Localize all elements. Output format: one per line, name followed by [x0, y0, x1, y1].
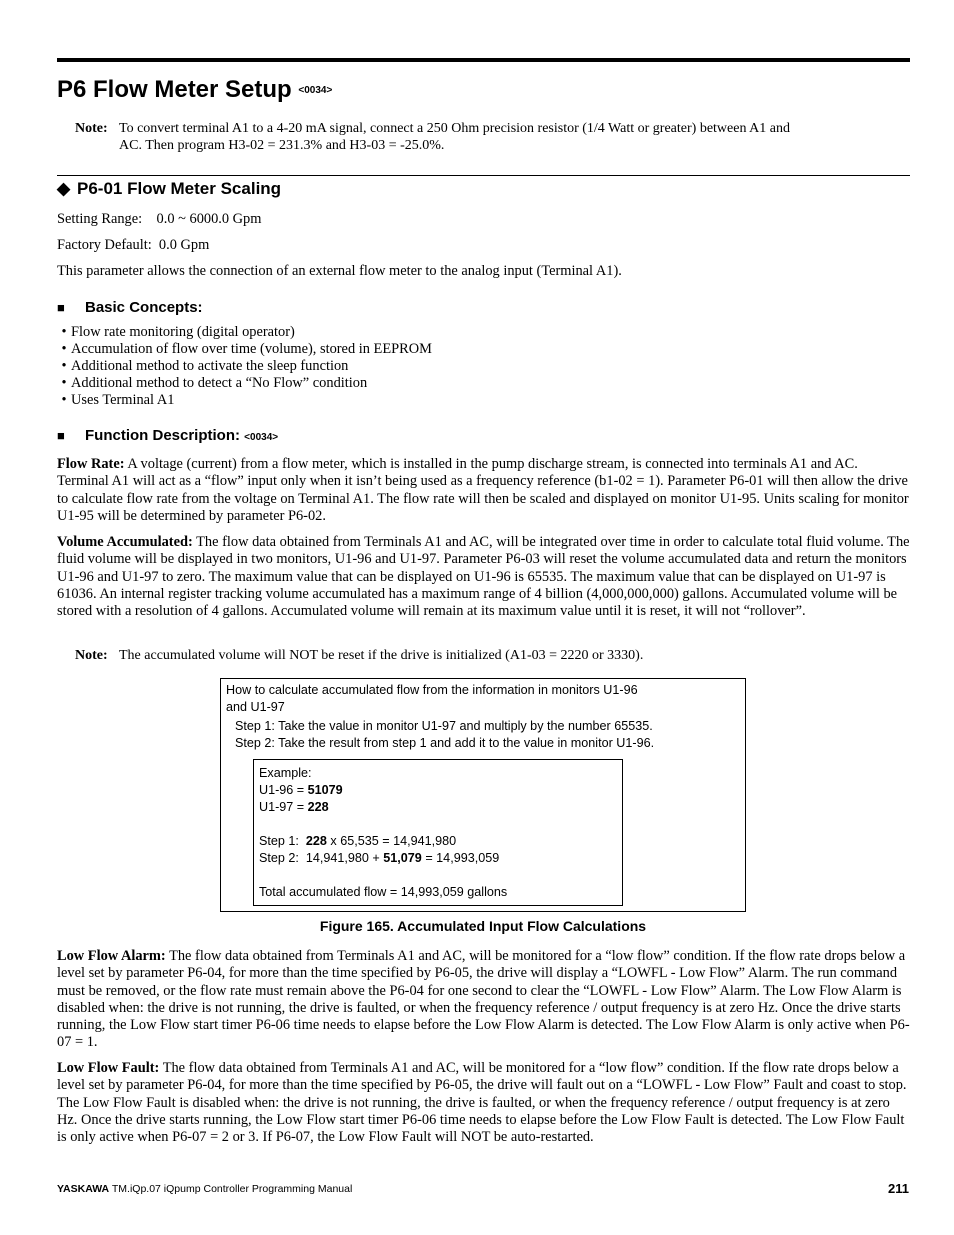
setting-range: Setting Range: 0.0 ~ 6000.0 Gpm — [57, 211, 262, 227]
example-spacer — [259, 816, 622, 833]
list-item: • Flow rate monitoring (digital operator) — [57, 324, 432, 341]
example-total: Total accumulated flow = 14,993,059 gallons — [259, 885, 508, 899]
u196-label: U1-96 = — [259, 783, 308, 797]
diamond-icon: ◆ — [57, 179, 71, 198]
parameter-description: This parameter allows the connection of an external flow meter to the analog input (Terminal A1). — [57, 263, 622, 279]
note-reset-text: The accumulated volume will NOT be reset if the drive is initialized (A1-03 = 2220 or 3330). — [119, 648, 644, 663]
function-code: <0034> — [244, 432, 279, 443]
low-flow-alarm-paragraph — [57, 948, 910, 1052]
note-label: Note: — [75, 648, 108, 663]
low-flow-alarm-text: The flow data obtained from Terminals A1 and AC, will be monitored for a “low flow” condition. If the flow rate drops below a level set by parameter P6-04, for more than the time specified by P6-05, the drive will display a “LOWFL - Low Flow” Alarm. The run command must be removed, or the flow rate must remain above the P6-04 for one second to clear the “LOWFL - Low Flow” Alarm. The Low Flow Alarm is disabled when: the drive is not running, the drive is faulted, or when the frequency reference / output frequency is at zero Hz. Once the drive starts running, the Low Flow start timer P6-06 time needs to elapse before the Low Flow Alarm is detected. The Low Flow Alarm is only active when P6-07 = 1. — [57, 948, 910, 1051]
function-description-heading-text: Function Description: — [85, 427, 240, 444]
section-heading — [57, 179, 281, 199]
title-code: <0034> — [298, 85, 333, 97]
flow-rate-text: A voltage (current) from a flow meter, which is installed in the pump discharge stream, is connected into terminals A1 and AC. Terminal A1 will act as a “flow” input only when it isn’t being used as a frequency reference (b1-02 = 1). Parameter P6-01 will then allow the drive to calculate flow rate from the voltage on Terminal A1. The flow rate will then be scaled and displayed on monitor U1-95. Units scaling for monitor U1-95 will be determined by parameter P6-02. — [57, 456, 909, 524]
flow-rate-label: Flow Rate: — [57, 456, 125, 472]
calc1-prefix: Step 1: — [259, 834, 306, 848]
low-flow-fault-label: Low Flow Fault: — [57, 1060, 160, 1076]
footer-brand: YASKAWA — [57, 1183, 110, 1195]
example-u196 — [259, 782, 622, 799]
section-heading-text: P6-01 Flow Meter Scaling — [77, 179, 282, 198]
example-u197 — [259, 799, 622, 816]
function-description-heading — [57, 427, 278, 444]
basic-concepts-heading — [57, 299, 203, 316]
volume-accumulated-text: The flow data obtained from Terminals A1 and AC, will be integrated over time in order to calculate total fluid volume. The fluid volume will be displayed in two monitors, U1-96 and U1-97. Parameter P6-03 will reset the volume accumulated data and return the monitors U1-96 and U1-97 to zero. The maximum value that can be displayed on U1-96 is 65535. The maximum value that can be displayed on U1-97 is 61036. An internal register tracking volume accumulated has a maximum range of 4 billion (4,000,000,000) gallons. Accumulated volume will be stored with a resolution of 4 gallons. Accumulated volume will remain at its maximum value until it is reset, it will not “rollover”. — [57, 534, 910, 620]
volume-accumulated-label: Volume Accumulated: — [57, 534, 193, 550]
page-title — [57, 76, 332, 104]
basic-concepts-heading-text: Basic Concepts: — [85, 299, 203, 316]
footer-manual: TM.iQp.07 iQpump Controller Programming Manual — [109, 1183, 353, 1195]
list-item: • Uses Terminal A1 — [57, 392, 432, 409]
low-flow-fault-text: The flow data obtained from Terminals A1 and AC, will be monitored for a “low flow” condition. If the flow rate drops below a level set by parameter P6-04, for more than the time specified by P6-05, the drive will fault out on a “LOWFL - Low Flow” Fault and coast to stop. The Low Flow Fault is disabled when: the drive is not running, the drive is faulted, or when the frequency reference / output frequency is at zero Hz. Once the drive starts running, the Low Flow start timer P6-06 time needs to elapse before the Low Flow Fault is detected. The Low Flow Fault is only active when P6-07 = 2 or 3. If P6-07, the Low Flow Fault will NOT be auto-restarted. — [57, 1060, 907, 1146]
note-line2: AC. Then program H3-02 = 231.3% and H3-03 = -25.0%. — [119, 138, 445, 153]
u196-value: 51079 — [307, 783, 343, 797]
top-rule — [57, 58, 910, 62]
list-item: • Accumulation of flow over time (volume), stored in EEPROM — [57, 341, 432, 358]
calc1-rest: x 65,535 = 14,941,980 — [326, 834, 457, 848]
section-rule — [57, 175, 910, 176]
figure-intro — [226, 682, 696, 716]
basic-concepts-list — [57, 324, 432, 409]
note-reset — [75, 647, 875, 664]
footer — [57, 1183, 352, 1195]
calc1-bold: 228 — [305, 834, 327, 848]
figure-intro-line2: and U1-97 — [226, 700, 285, 714]
list-item: • Additional method to detect a “No Flow” condition — [57, 375, 432, 392]
figure-intro-line1: How to calculate accumulated flow from the information in monitors U1-96 — [226, 683, 638, 697]
note-label: Note: — [75, 121, 108, 136]
figure-step2: Step 2: Take the result from step 1 and add it to the value in monitor U1-96. — [235, 736, 655, 750]
note-line1: To convert terminal A1 to a 4-20 mA signal, connect a 250 Ohm precision resistor (1/4 Watt or greater) between A1 and — [119, 121, 791, 136]
example-calc2 — [259, 850, 622, 867]
figure-box — [220, 678, 746, 912]
factory-default: Factory Default: 0.0 Gpm — [57, 237, 210, 253]
calc2-prefix: Step 2: 14,941,980 + — [259, 851, 384, 865]
u197-label: U1-97 = — [259, 800, 308, 814]
calc2-bold: 51,079 — [383, 851, 422, 865]
figure-step1: Step 1: Take the value in monitor U1-97 and multiply by the number 65535. — [235, 719, 653, 733]
example-box — [253, 759, 623, 906]
list-item: • Additional method to activate the sleep function — [57, 358, 432, 375]
volume-accumulated-paragraph — [57, 534, 910, 620]
page-title-text: P6 Flow Meter Setup — [57, 76, 292, 103]
figure-caption: Figure 165. Accumulated Input Flow Calculations — [319, 918, 647, 934]
example-calc1 — [259, 833, 622, 850]
note-resistor — [75, 120, 875, 154]
page-number: 211 — [888, 1181, 909, 1196]
low-flow-fault-paragraph — [57, 1060, 910, 1146]
u197-value: 228 — [307, 800, 329, 814]
flow-rate-paragraph — [57, 456, 910, 525]
example-spacer — [259, 867, 622, 884]
low-flow-alarm-label: Low Flow Alarm: — [57, 948, 166, 964]
calc2-rest: = 14,993,059 — [421, 851, 500, 865]
example-label: Example: — [259, 766, 312, 780]
square-bullet-icon: ■ — [57, 428, 65, 443]
square-bullet-icon: ■ — [57, 300, 65, 315]
